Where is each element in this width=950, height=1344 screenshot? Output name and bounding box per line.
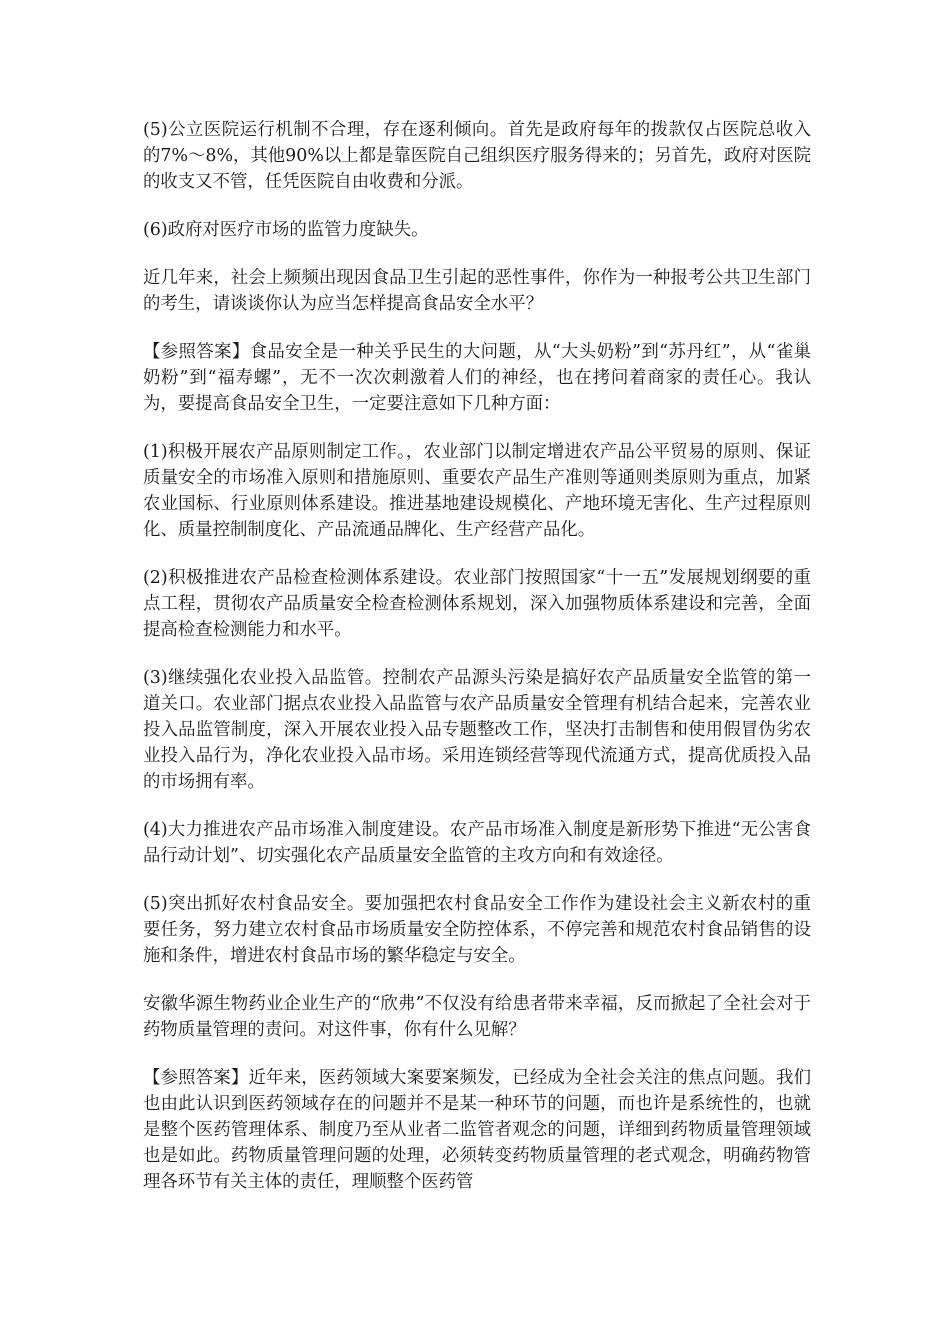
paragraph-point-2-inspection: (2)积极推进农产品检查检测体系建设。农业部门按照国家“十一五”发展规划纲要的重点工程，贯彻农产品质量安全检查检测体系规划，深入加强物质体系建设和完善，全面提高检查检测能力和水平。 bbox=[143, 568, 811, 640]
document-page bbox=[143, 117, 811, 1217]
paragraph-food-safety-answer-intro: 【参照答案】食品安全是一种关乎民生的大问题，从“大头奶粉”到“苏丹红”，从“雀巢奶粉”到“福寿螺”，无不一次次刺激着人们的神经，也在拷问着商家的责任心。我认为，要提高食品安全卫生，一定要注意如下几种方面： bbox=[143, 342, 811, 414]
paragraph-point-5-rural-food: (5)突出抓好农村食品安全。要加强把农村食品安全工作作为建设社会主义新农村的重要任务，努力建立农村食品市场质量安全防控体系，不停完善和规范农村食品销售的设施和条件，增进农村食品市场的繁华稳定与安全。 bbox=[143, 894, 811, 966]
paragraph-drug-quality-answer: 【参照答案】近年来，医药领域大案要案频发，已经成为全社会关注的焦点问题。我们也由此认识到医药领域存在的问题并不是某一种环节的问题，而也许是系统性的，也就是整个医药管理体系、制度乃至从业者二监管者观念的问题，详细到药物质量管理领域也是如此。药物质量管理问题的处理，必须转变药物质量管理的老式观念，明确药物管理各环节有关主体的责任，理顺整个医药管 bbox=[143, 1068, 811, 1192]
paragraph-food-safety-question: 近几年来，社会上频频出现因食品卫生引起的恶性事件，你作为一种报考公共卫生部门的考生，请谈谈你认为应当怎样提高食品安全水平？ bbox=[143, 268, 811, 314]
paragraph-point-3-inputs: (3)继续强化农业投入品监管。控制农产品源头污染是搞好农产品质量安全监管的第一道关口。农业部门据点农业投入品监管与农产品质量安全管理有机结合起来，完善农业投入品监管制度，深入开展农业投入品专题整改工作，坚决打击制售和使用假冒伪劣农业投入品行为，净化农业投入品市场。采用连锁经营等现代流通方式，提高优质投入品的市场拥有率。 bbox=[143, 668, 811, 792]
paragraph-market-supervision: (6)政府对医疗市场的监管力度缺失。 bbox=[143, 220, 429, 240]
paragraph-drug-quality-question: 安徽华源生物药业企业生产的“欣弗”不仅没有给患者带来幸福，反而掀起了全社会对于药物质量管理的责问。对这件事，你有什么见解？ bbox=[143, 994, 811, 1040]
paragraph-point-4-market-access: (4)大力推进农产品市场准入制度建设。农产品市场准入制度是新形势下推进“无公害食品行动计划”、切实强化农产品质量安全监管的主攻方向和有效途径。 bbox=[143, 820, 811, 866]
paragraph-public-hospital-mechanism: (5)公立医院运行机制不合理，存在逐利倾向。首先是政府每年的拨款仅占医院总收入的7%～8%，其他90%以上都是靠医院自己组织医疗服务得来的；另首先，政府对医院的收支又不管，任凭医院自由收费和分派。 bbox=[143, 120, 811, 192]
paragraph-point-1-standards: (1)积极开展农产品原则制定工作。，农业部门以制定增进农产品公平贸易的原则、保证质量安全的市场准入原则和措施原则、重要农产品生产准则等通则类原则为重点，加紧农业国标、行业原则体系建设。推进基地建设规模化、产地环境无害化、生产过程原则化、质量控制制度化、产品流通品牌化、生产经营产品化。 bbox=[143, 442, 811, 540]
